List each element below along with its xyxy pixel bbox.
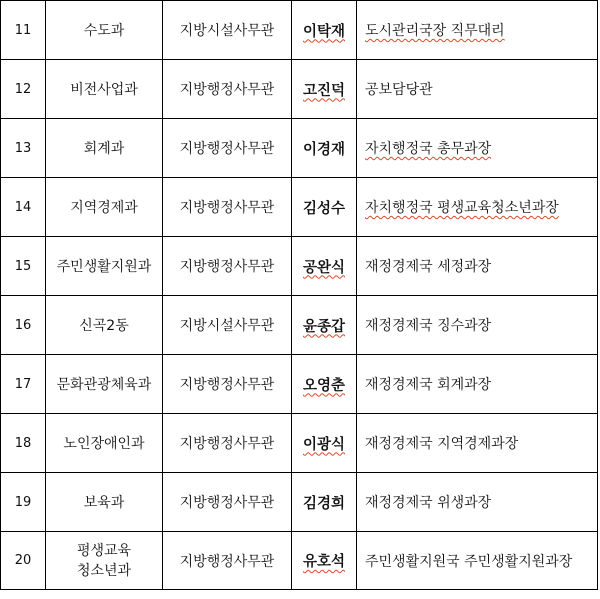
- table-row: [1, 1, 598, 60]
- rank-cell: 지방행정사무관: [163, 178, 292, 237]
- person-name: 이경재: [302, 141, 346, 158]
- name-cell: [292, 355, 357, 414]
- previous-post-cell: [357, 237, 598, 296]
- person-name: 유호석: [302, 554, 346, 570]
- previous-post: 자치행정국 총무과장: [365, 141, 492, 157]
- department-cell: 보육과: [46, 473, 163, 532]
- table-row: [1, 473, 598, 532]
- previous-post-cell: [357, 60, 598, 119]
- row-number: 20: [1, 532, 46, 590]
- person-name: 공완식: [302, 259, 346, 276]
- name-cell: [292, 237, 357, 296]
- department-cell: [46, 532, 163, 590]
- department-cell: 문화관광체육과: [46, 355, 163, 414]
- previous-post: 주민생활지원국 주민생활지원과장: [365, 553, 573, 570]
- department-line-2: 청소년과: [76, 562, 132, 579]
- previous-post-cell: [357, 414, 598, 473]
- rank-cell: 지방행정사무관: [163, 119, 292, 178]
- table-row: [1, 119, 598, 178]
- table-row: [1, 355, 598, 414]
- name-cell: [292, 473, 357, 532]
- person-name: 윤종갑: [302, 318, 346, 335]
- rank-cell: 지방행정사무관: [163, 60, 292, 119]
- previous-post-cell: [357, 473, 598, 532]
- table-row: [1, 178, 598, 237]
- name-cell: [292, 296, 357, 355]
- row-number: 17: [1, 355, 46, 414]
- department-cell: 지역경제과: [46, 178, 163, 237]
- person-name: 이탁재: [302, 23, 346, 40]
- row-number: 18: [1, 414, 46, 473]
- name-cell: [292, 1, 357, 60]
- row-number: 12: [1, 60, 46, 119]
- department-cell: 신곡2동: [46, 296, 163, 355]
- name-cell: [292, 178, 357, 237]
- person-name: 이광식: [302, 436, 346, 453]
- rank-cell: 지방행정사무관: [163, 473, 292, 532]
- previous-post: 공보담당관: [365, 82, 433, 98]
- name-cell: [292, 119, 357, 178]
- department-cell: 비전사업과: [46, 60, 163, 119]
- rank-cell: 지방행정사무관: [163, 237, 292, 296]
- name-cell: [292, 532, 357, 590]
- previous-post: 재정경제국 세정과장: [365, 259, 492, 275]
- department-cell: 회계과: [46, 119, 163, 178]
- table-row: [1, 296, 598, 355]
- department-cell: 주민생활지원과: [46, 237, 163, 296]
- table-row: [1, 532, 598, 590]
- person-name: 김성수: [302, 200, 346, 217]
- row-number: 11: [1, 1, 46, 60]
- rank-cell: 지방행정사무관: [163, 532, 292, 590]
- person-name: 김경희: [302, 495, 346, 512]
- rank-cell: 지방행정사무관: [163, 414, 292, 473]
- row-number: 15: [1, 237, 46, 296]
- person-name: 고진덕: [302, 82, 346, 99]
- name-cell: [292, 60, 357, 119]
- department-line-1: 평생교육: [76, 542, 132, 559]
- table-row: [1, 237, 598, 296]
- previous-post-cell: [357, 296, 598, 355]
- table-row: [1, 414, 598, 473]
- previous-post-cell: [357, 355, 598, 414]
- previous-post-cell: [357, 178, 598, 237]
- previous-post: 재정경제국 징수과장: [365, 318, 492, 334]
- rank-cell: 지방행정사무관: [163, 355, 292, 414]
- department-cell: 수도과: [46, 1, 163, 60]
- row-number: 13: [1, 119, 46, 178]
- row-number: 14: [1, 178, 46, 237]
- previous-post: 자치행정국 평생교육청소년과장: [365, 200, 559, 216]
- previous-post-cell: [357, 532, 598, 590]
- name-cell: [292, 414, 357, 473]
- previous-post: 재정경제국 지역경제과장: [365, 436, 519, 452]
- table-row: [1, 60, 598, 119]
- previous-post: 재정경제국 회계과장: [365, 377, 492, 393]
- person-name: 오영춘: [302, 377, 346, 394]
- previous-post-cell: [357, 1, 598, 60]
- row-number: 16: [1, 296, 46, 355]
- row-number: 19: [1, 473, 46, 532]
- previous-post: 재정경제국 위생과장: [365, 495, 492, 511]
- rank-cell: 지방시설사무관: [163, 296, 292, 355]
- previous-post: 도시관리국장 직무대리: [365, 23, 505, 39]
- department-cell: 노인장애인과: [46, 414, 163, 473]
- rank-cell: 지방시설사무관: [163, 1, 292, 60]
- previous-post-cell: [357, 119, 598, 178]
